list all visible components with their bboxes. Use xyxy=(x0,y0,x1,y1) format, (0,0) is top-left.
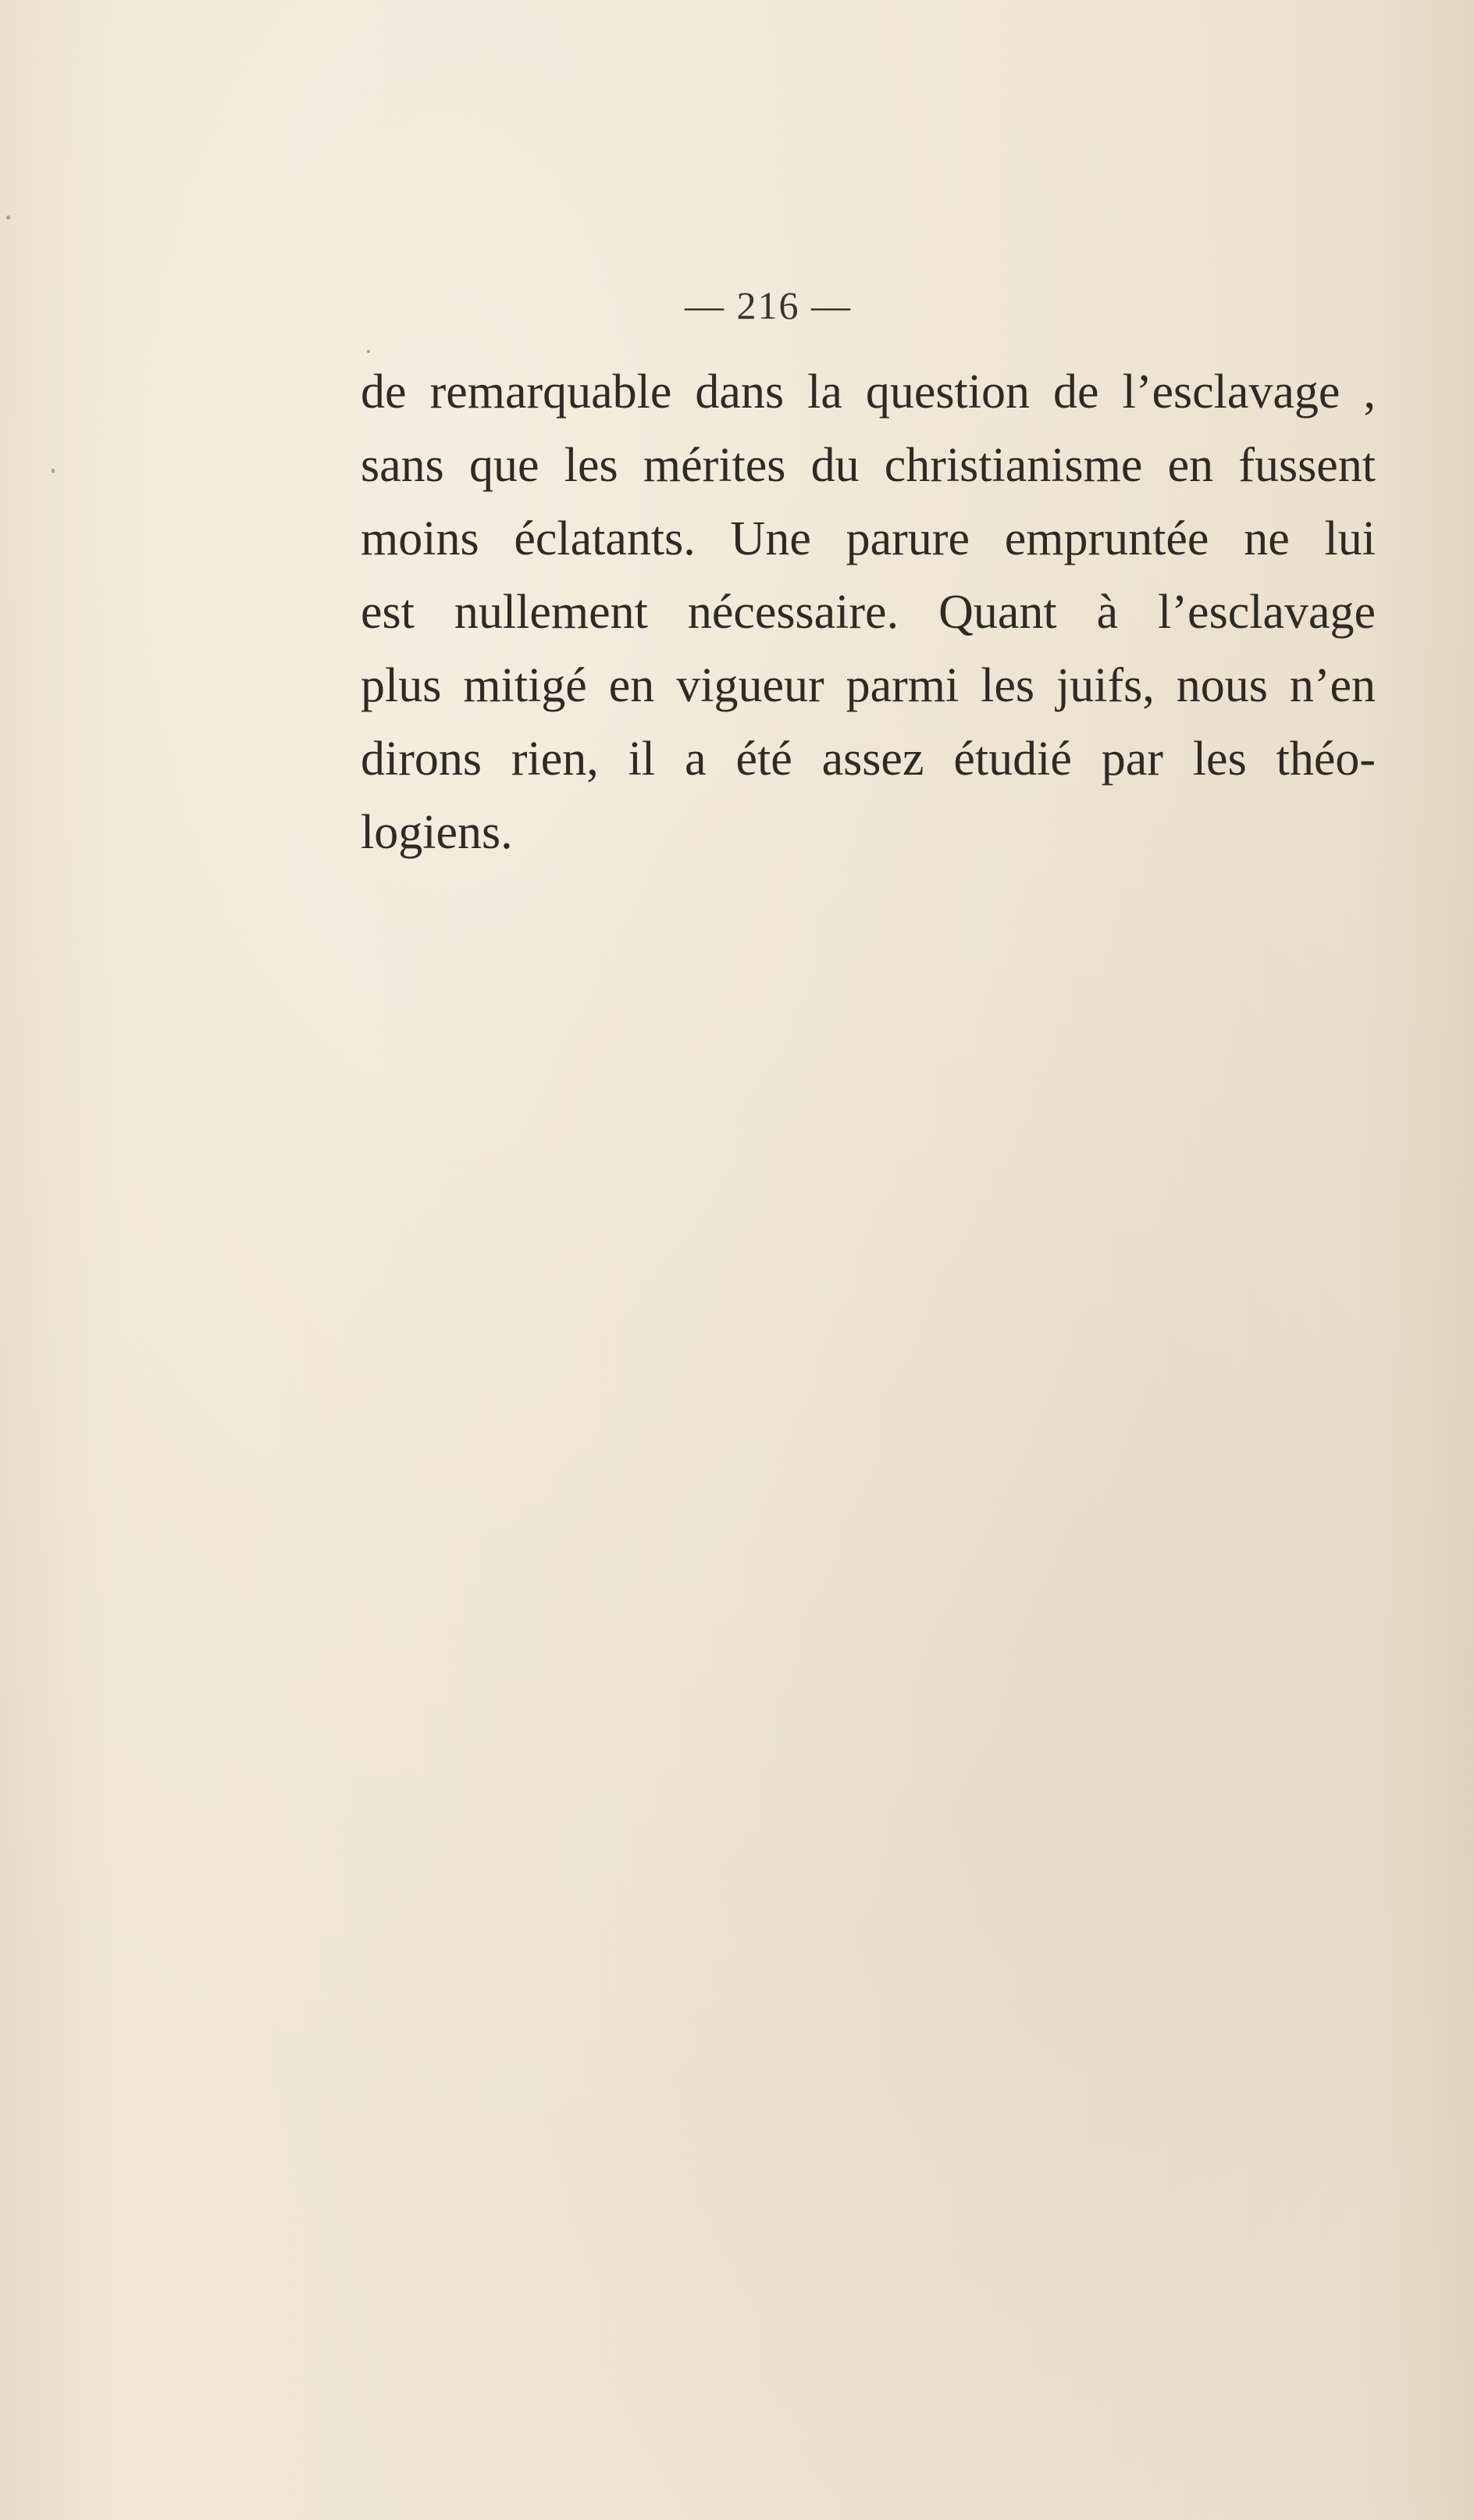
paragraph xyxy=(361,355,1376,869)
ink-speck xyxy=(6,216,10,219)
text-line: logiens. xyxy=(361,806,513,859)
ink-speck xyxy=(52,469,55,473)
page-number: — 216 — xyxy=(685,283,852,327)
text-line: sans que les mérites du christianisme en fussent xyxy=(361,439,1376,492)
ink-speck xyxy=(367,350,370,353)
text-line: est nullement nécessaire. Quant à l’esclavage xyxy=(361,586,1376,639)
text-line: dirons rien, il a été assez étudié par les théo- xyxy=(361,732,1376,786)
text-line: plus mitigé en vigueur parmi les juifs, nous n’en xyxy=(361,659,1376,712)
text-line: de remarquable dans la question de l’esclavage , xyxy=(361,365,1376,419)
text-line: moins éclatants. Une parure empruntée ne lui xyxy=(361,512,1376,565)
